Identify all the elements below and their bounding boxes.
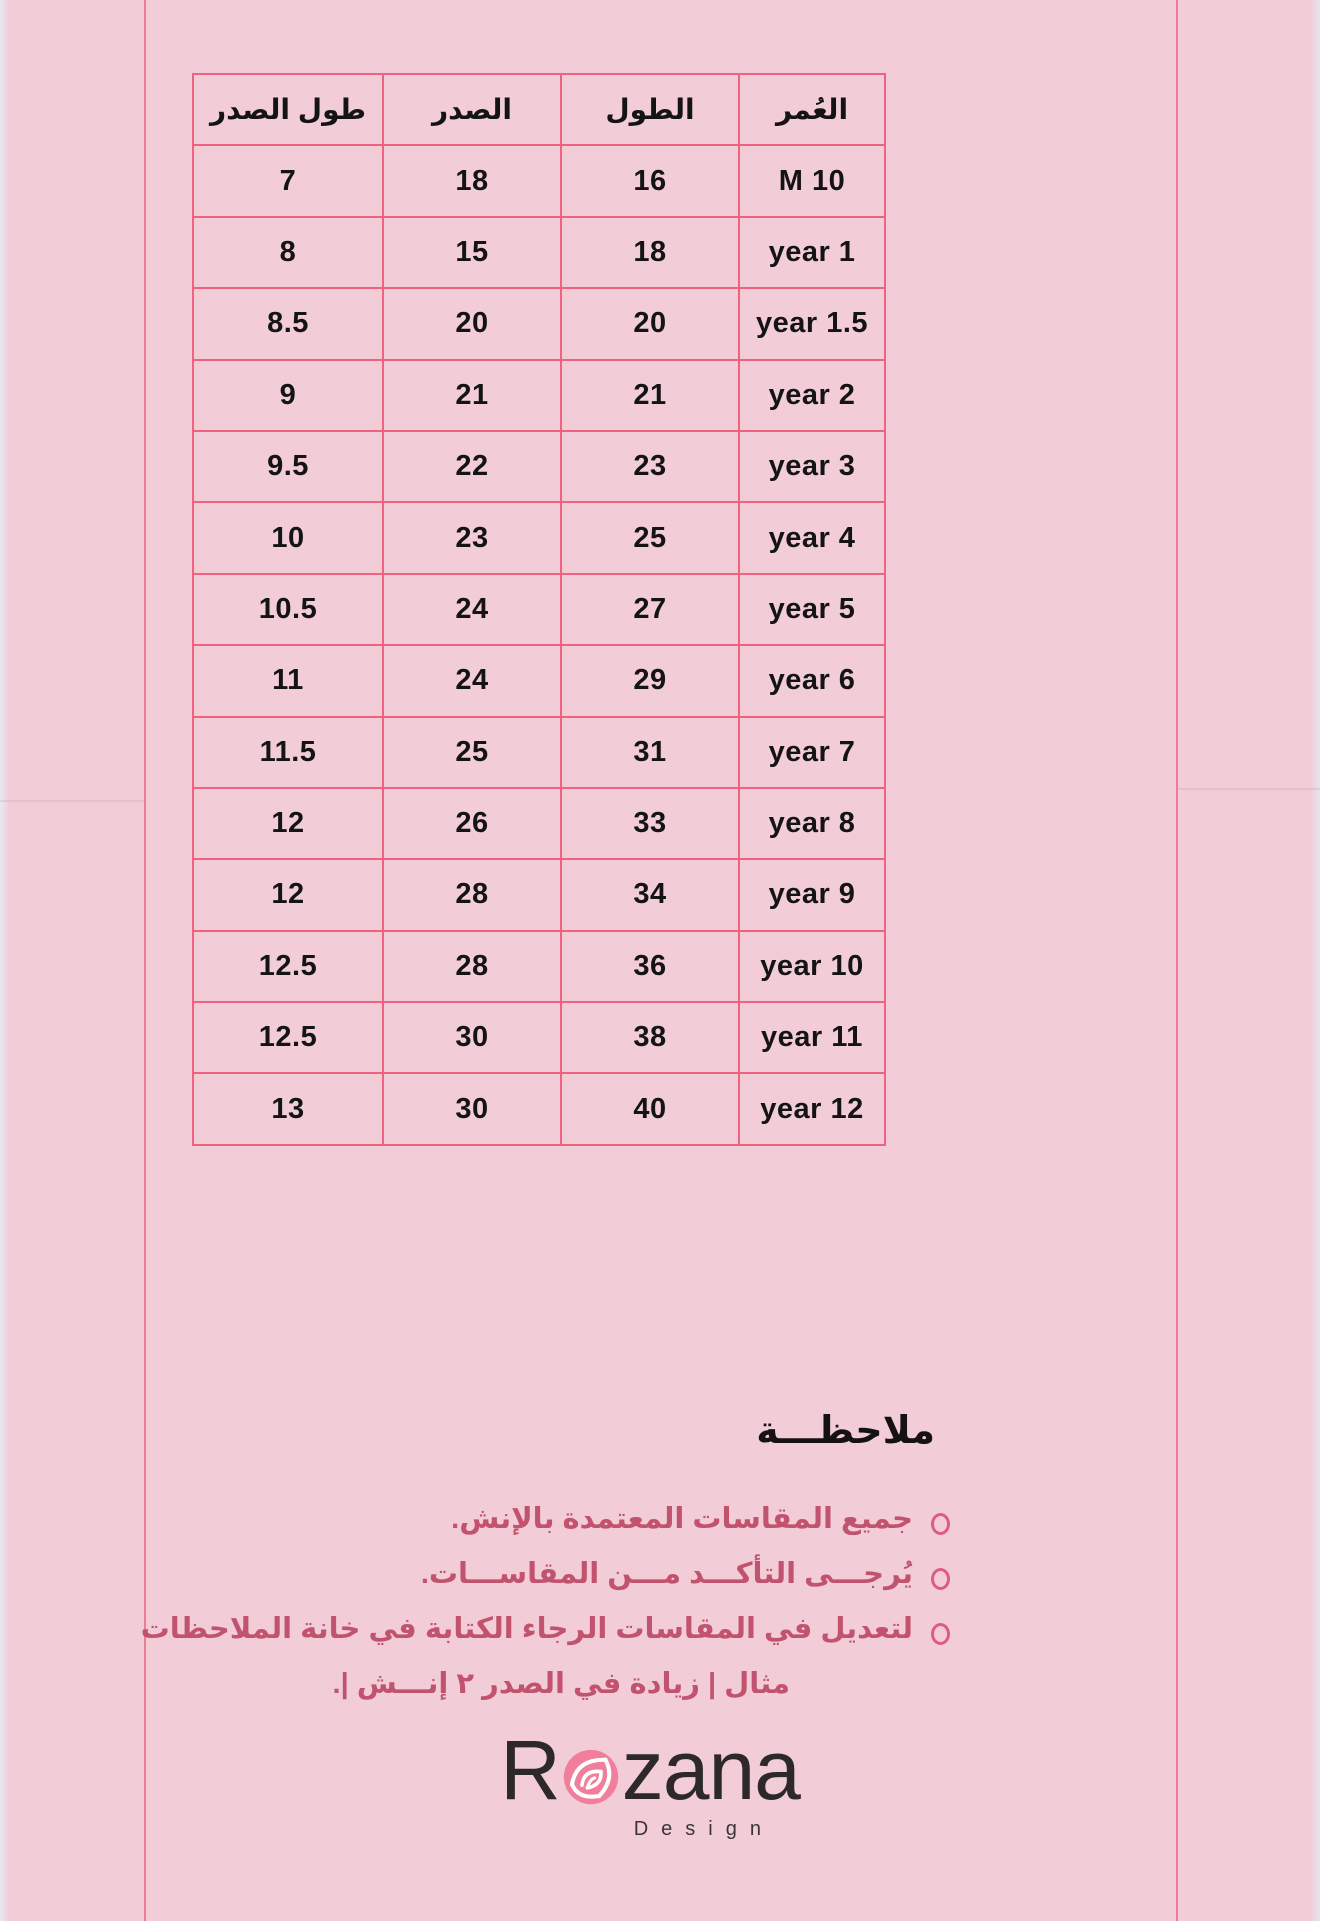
cell-chest-length: 8 <box>193 217 383 288</box>
cell-length: 38 <box>561 1002 739 1073</box>
cell-length: 33 <box>561 788 739 859</box>
cell-length: 20 <box>561 288 739 359</box>
brand-logo-subtitle: Design <box>633 1818 774 1840</box>
cell-chest: 30 <box>383 1073 561 1144</box>
table-row <box>193 574 885 645</box>
cell-age: 5 year <box>739 574 885 645</box>
brand-logo-name <box>480 1723 820 1817</box>
table-row <box>193 217 885 288</box>
cell-chest-length: 10.5 <box>193 574 383 645</box>
table-header-row <box>193 74 885 145</box>
table-row <box>193 1002 885 1073</box>
note-item: لتعديل في المقاسات الرجاء الكتابة في خانة الملاحظات <box>210 1602 950 1657</box>
circle-bullet-icon <box>931 1513 950 1535</box>
table-row <box>193 360 885 431</box>
cell-chest: 26 <box>383 788 561 859</box>
cell-length: 31 <box>561 717 739 788</box>
guide-line-right <box>1176 0 1178 1921</box>
cell-chest: 28 <box>383 931 561 1002</box>
cell-chest: 24 <box>383 645 561 716</box>
cell-chest: 30 <box>383 1002 561 1073</box>
header-cell-chest: الصدر <box>383 74 561 145</box>
cell-age: 10 year <box>739 931 885 1002</box>
size-table <box>192 73 886 1146</box>
cell-chest-length: 10 <box>193 502 383 573</box>
cell-chest: 28 <box>383 859 561 930</box>
cell-age: 2 year <box>739 360 885 431</box>
cell-length: 29 <box>561 645 739 716</box>
note-item: جميع المقاسات المعتمدة بالإنش. <box>210 1492 950 1547</box>
table-row <box>193 288 885 359</box>
cell-chest-length: 12 <box>193 859 383 930</box>
cell-length: 23 <box>561 431 739 502</box>
cell-chest: 24 <box>383 574 561 645</box>
circle-bullet-icon <box>931 1568 950 1590</box>
cell-length: 34 <box>561 859 739 930</box>
cell-chest-length: 12 <box>193 788 383 859</box>
cell-chest-length: 9.5 <box>193 431 383 502</box>
cell-chest: 21 <box>383 360 561 431</box>
cell-age: 9 year <box>739 859 885 930</box>
cell-chest-length: 11 <box>193 645 383 716</box>
circle-bullet-icon <box>931 1623 950 1645</box>
cell-age: 3 year <box>739 431 885 502</box>
note-item: يُرجـــى التأكـــد مـــن المقاســـات. <box>210 1547 950 1602</box>
size-table-body <box>193 145 885 1144</box>
cell-length: 36 <box>561 931 739 1002</box>
table-row <box>193 859 885 930</box>
fold-mark-left <box>0 800 144 802</box>
cell-chest: 18 <box>383 145 561 216</box>
cell-age: 4 year <box>739 502 885 573</box>
cell-age: 8 year <box>739 788 885 859</box>
table-row <box>193 502 885 573</box>
cell-chest: 23 <box>383 502 561 573</box>
cell-chest-length: 13 <box>193 1073 383 1144</box>
table-row <box>193 788 885 859</box>
fold-mark-right <box>1178 788 1320 790</box>
cell-length: 25 <box>561 502 739 573</box>
note-item-continuation: مثال | زيادة في الصدر ٢ إنـــش |. <box>332 1668 790 1700</box>
cell-age: 7 year <box>739 717 885 788</box>
cell-length: 18 <box>561 217 739 288</box>
cell-age: 10 M <box>739 145 885 216</box>
table-row <box>193 645 885 716</box>
cell-chest: 20 <box>383 288 561 359</box>
cell-chest: 25 <box>383 717 561 788</box>
cell-chest: 15 <box>383 217 561 288</box>
cell-chest-length: 12.5 <box>193 931 383 1002</box>
cell-chest-length: 12.5 <box>193 1002 383 1073</box>
cell-length: 40 <box>561 1073 739 1144</box>
page-edge-right <box>1311 0 1320 1921</box>
logo-letter-r: R <box>500 1723 560 1817</box>
cell-age: 1 year <box>739 217 885 288</box>
header-cell-age: العُمر <box>739 74 885 145</box>
cell-length: 21 <box>561 360 739 431</box>
rose-icon <box>562 1748 620 1806</box>
logo-letters-zana: zana <box>621 1723 800 1817</box>
table-row <box>193 431 885 502</box>
page-edge-left <box>0 0 9 1921</box>
cell-chest-length: 7 <box>193 145 383 216</box>
cell-age: 1.5 year <box>739 288 885 359</box>
cell-length: 27 <box>561 574 739 645</box>
cell-age: 11 year <box>739 1002 885 1073</box>
table-row <box>193 1073 885 1144</box>
header-cell-length: الطول <box>561 74 739 145</box>
header-cell-chest-length: طول الصدر <box>193 74 383 145</box>
notes-heading: ملاحظـــة <box>756 1410 935 1452</box>
table-row <box>193 931 885 1002</box>
cell-chest-length: 9 <box>193 360 383 431</box>
cell-length: 16 <box>561 145 739 216</box>
cell-chest: 22 <box>383 431 561 502</box>
table-row <box>193 717 885 788</box>
cell-chest-length: 11.5 <box>193 717 383 788</box>
notes-list <box>140 1492 950 1712</box>
cell-age: 12 year <box>739 1073 885 1144</box>
table-row <box>193 145 885 216</box>
size-table-container <box>192 73 884 1146</box>
cell-age: 6 year <box>739 645 885 716</box>
brand-logo <box>480 1723 820 1841</box>
cell-chest-length: 8.5 <box>193 288 383 359</box>
